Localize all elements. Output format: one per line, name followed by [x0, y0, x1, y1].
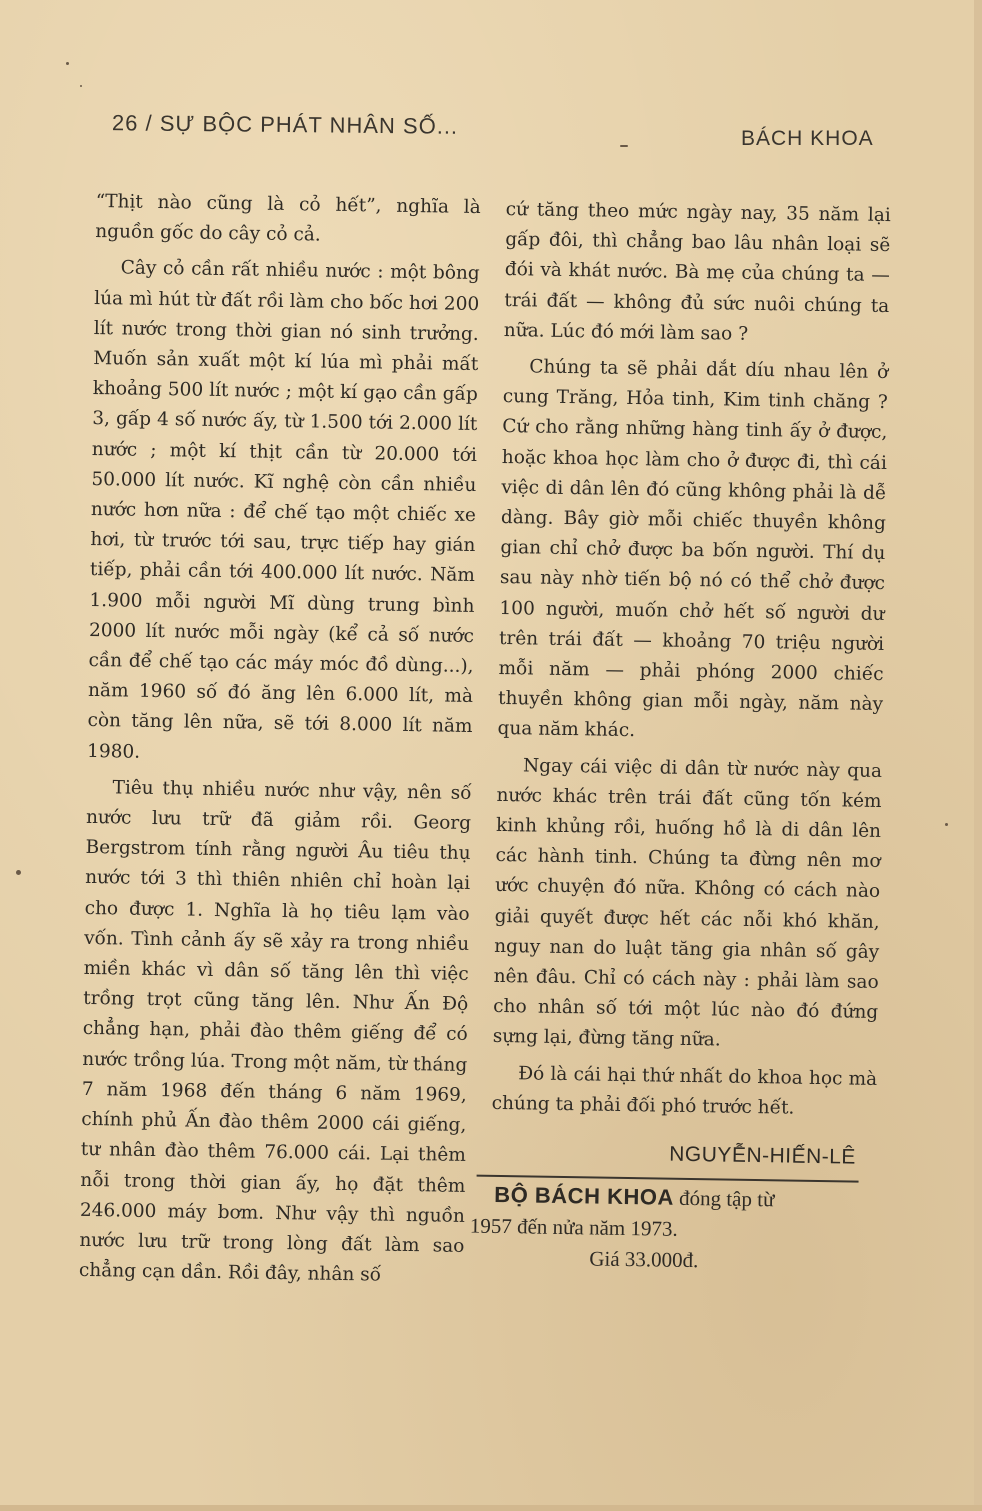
- left-column: [79, 187, 481, 1298]
- paragraph: Cây cỏ cần rất nhiều nước : một bông lúa mì hút từ đất rồi làm cho bốc hơi 200 lít nước trong thời gian nó sinh trưởng. Muốn sản xuất một kí lúa mì phải mất khoảng 500 lít nước ; một kí gạo cần gấp 3, gấp 4 số nước ấy, từ 1.500 tới 2.000 lít nước ; một kí thịt cần từ 20.000 tới 50.000 lít nước. Kĩ nghệ còn cần nhiều nước hơn nữa : để chế tạo một chiếc xe hơi, từ trước tới sau, trực tiếp hay gián tiếp, phải cần tới 400.000 lít nước. Năm 1.900 mỗi người Mĩ dùng trung bình 2000 lít nước mỗi ngày (kể cả số nước cần để chế tạo các máy móc đồ dùng...), năm 1960 số đó ăng lên 6.000 lít, mà còn tăng lên nữa, sẽ tới 8.000 lít năm 1980.: [86, 257, 480, 763]
- notice-line-1-text: đóng tập từ: [673, 1186, 775, 1212]
- paragraph: Ngay cái việc di dân từ nước này qua nước khác trên trái đất cũng tốn kém kinh khủng rồi, huống hồ là di dân lên các hành tinh. Chúng ta đừng nên mơ ước chuyện đó nữa. Không có cách nào giải quyết được hết các nỗi khó khăn, nguy nan do luật tăng gia nhân số gây nên đâu. Chỉ có cách này : phải làm sao cho nhân số tới một lúc nào đó đứng sựng lại, đừng tăng nữa.: [492, 754, 883, 1051]
- paragraph: Tiêu thụ nhiều nước như vậy, nên số nước lưu trữ đã giảm rồi. Georg Bergstrom tính rằng người Âu tiêu thụ nước tới 3 thì thiên nhiên chỉ hoàn lại cho được 1. Nghĩa là họ tiêu lạm vào vốn. Tình cảnh ấy sẽ xảy ra trong nhiều miền khác vì dân số tăng lên thì việc trồng trọt cũng tăng lên. Như Ấn Độ chẳng hạn, phải đào thêm giếng để có nước trồng lúa. Trong một năm, từ tháng 7 năm 1968 đến tháng 6 năm 1969, chính phủ Ấn đào thêm 2000 cái giếng, tư nhân đào thêm 76.000 cái. Lại thêm nỗi trong thời gian ấy, họ đặt thêm 246.000 máy bơm. Như vậy thì nguồn nước lưu trữ trong lòng đất làm sao chẳng cạn dần. Rồi đây, nhân số: [78, 777, 472, 1286]
- page-edge-right: [974, 0, 982, 1511]
- right-column: [469, 195, 891, 1279]
- author-signature: NGUYỄN-HIẾN-LÊ: [669, 1142, 857, 1169]
- paper-speck: [66, 62, 69, 65]
- paragraph: Chúng ta sẽ phải dắt díu nhau lên ở cung Trăng, Hỏa tinh, Kim tinh chăng ? Cứ cho rằng những hàng tinh ấy ở được, hoặc khoa học làm cho ở được đi, thì cái việc di dân lên đó cũng không phải là dễ dàng. Bây giờ mỗi chiếc thuyền không gian chỉ chở được ba bốn người. Thí dụ sau này nhờ tiến bộ nó có thể chở được 100 người, muốn chở hết số người dư trên trái đất — khoảng 70 triệu người mỗi năm — phải phóng 2000 chiếc thuyền không gian mỗi ngày, năm này qua năm khác.: [497, 356, 889, 742]
- subscription-notice: [469, 1179, 875, 1279]
- paper-speck: [945, 823, 948, 826]
- page-edge-bottom: [0, 1505, 982, 1511]
- running-header-magazine: BÁCH KHOA: [741, 127, 874, 150]
- paper-speck: [80, 85, 82, 87]
- paragraph: “Thịt nào cũng là cỏ hết”, nghĩa là nguồn gốc do cây cỏ cả.: [95, 190, 481, 246]
- paragraph: cứ tăng theo mức ngày nay, 35 năm lại gấp đôi, thì chẳng bao lâu nhân loại sẽ đói và khát nước. Bà mẹ của chúng ta — trái đất — không đủ sức nuôi chúng ta nữa. Lúc đó mới làm sao ?: [503, 198, 891, 345]
- running-header-title: 26 / SỰ BỘC PHÁT NHÂN SỐ...: [111, 110, 459, 139]
- paper-speck: [620, 145, 628, 147]
- paragraph: Đó là cái hại thứ nhất do khoa học mà chúng ta phải đối phó trước hết.: [491, 1062, 878, 1119]
- notice-line-2: 1957 đến nửa năm 1973.: [469, 1213, 678, 1242]
- notice-brand: BỘ BÁCH KHOA: [494, 1182, 675, 1211]
- paper-speck: [16, 870, 21, 875]
- notice-price: Giá 33.000đ.: [589, 1246, 699, 1273]
